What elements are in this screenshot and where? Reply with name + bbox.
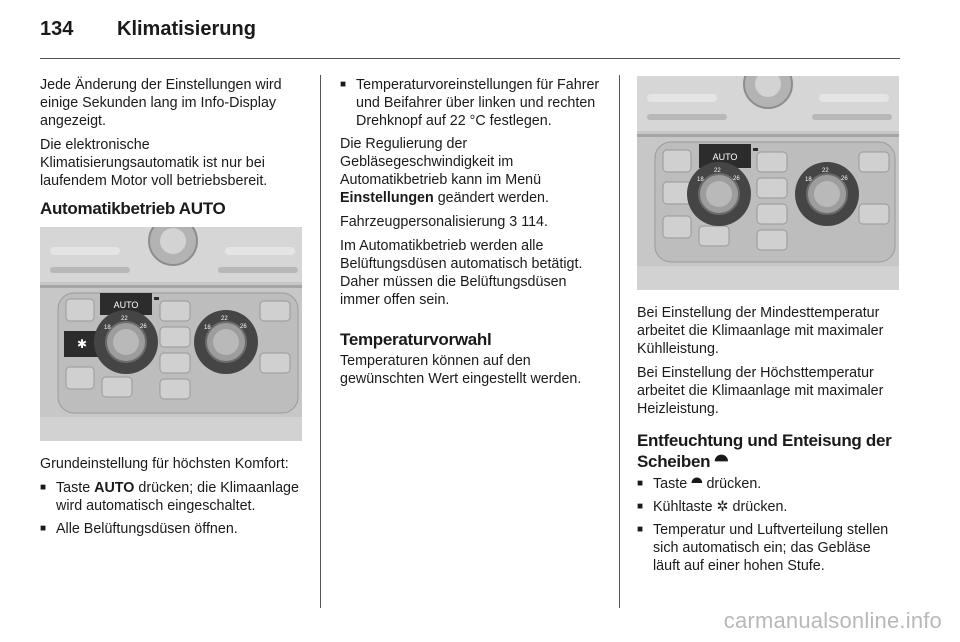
windshield-defrost-icon: ⯊ — [691, 476, 703, 492]
figure-climate-panel-auto — [40, 227, 302, 441]
climate-panel-illustration — [40, 227, 302, 441]
temperature-knob-right — [194, 310, 258, 374]
svg-text:22: 22 — [714, 168, 721, 174]
bullet-item: ■ Temperaturvoreinstellungen für Fahrer und Beifahrer über linken und rechten Drehknopf auf 22 °C festlegen. — [340, 76, 602, 130]
auto-button-label: AUTO — [113, 300, 139, 310]
bullet-item: ■ Taste AUTO drücken; die Klimaanlage wird automatisch eingeschaltet. — [40, 479, 302, 515]
svg-text:18: 18 — [104, 325, 111, 331]
paragraph: Bei Einstellung der Mindesttemperatur arbeitet die Klimaanlage mit maximaler Kühlleistung. — [637, 305, 884, 357]
paragraph: Bei Einstellung der Höchsttemperatur arbeitet die Klimaanlage mit maximaler Heizleistung. — [637, 365, 884, 417]
paragraph-cross-reference: Fahrzeugpersonalisierung 3 114. — [340, 214, 548, 230]
column-divider-2 — [619, 75, 620, 608]
page-header — [40, 18, 900, 48]
chapter-title: Klimatisierung — [117, 18, 256, 40]
section-heading-auto: Automatikbetrieb AUTO — [40, 199, 226, 218]
menu-label-einstellungen: Einstellungen — [340, 190, 434, 206]
paragraph: Im Automatikbetrieb werden alle Belüftungsdüsen automatisch betätigt. Daher müssen die Belüftungsdüsen immer offen sein. — [340, 238, 583, 308]
paragraph: Temperaturen können auf den gewünschten Wert eingestellt werden. — [340, 353, 582, 387]
section-heading-temperaturvorwahl: Temperaturvorwahl — [340, 330, 492, 349]
column-right — [637, 76, 899, 580]
paragraph: Die elektronische Klimatisierungsautomatik ist nur bei laufendem Motor voll betriebsbereit. — [40, 137, 268, 189]
bullet-item: ■ Alle Belüftungsdüsen öffnen. — [40, 520, 302, 538]
figure-climate-panel-temperature — [637, 76, 899, 290]
svg-text:✱: ✱ — [76, 337, 88, 351]
svg-text:22: 22 — [822, 168, 829, 174]
paragraph: Grundeinstellung für höchsten Komfort: — [40, 456, 289, 472]
watermark: carmanualsonline.info — [723, 608, 942, 633]
climate-panel-illustration — [637, 76, 899, 290]
section-heading-entfeuchtung: Entfeuchtung und Enteisung der Scheiben ⯊ — [637, 431, 892, 472]
auto-button-label: AUTO — [712, 152, 738, 162]
temperature-knob-left — [687, 162, 751, 226]
snowflake-icon: ✲ — [716, 499, 729, 515]
temperature-knob-right — [795, 162, 859, 226]
column-divider-1 — [320, 75, 321, 608]
svg-text:22: 22 — [121, 316, 128, 322]
bullet-item: ■ Kühltaste ✲ drücken. — [637, 498, 899, 516]
column-left — [40, 76, 302, 543]
windshield-defrost-icon: ⯊ — [714, 452, 728, 472]
svg-text:18: 18 — [697, 177, 704, 183]
svg-text:26: 26 — [733, 176, 740, 182]
svg-text:18: 18 — [204, 325, 211, 331]
bullet-item: ■ Temperatur und Luftverteilung stellen sich automatisch ein; das Gebläse läuft auf einer hohen Stufe. — [637, 521, 899, 575]
temperature-knob-left — [94, 310, 158, 374]
header-divider — [40, 58, 900, 59]
svg-text:18: 18 — [805, 177, 812, 183]
paragraph: Jede Änderung der Einstellungen wird einige Sekunden lang im Info-Display angezeigt. — [40, 77, 282, 129]
key-label-auto: AUTO — [94, 480, 135, 496]
svg-text:26: 26 — [140, 324, 147, 330]
svg-text:22: 22 — [221, 316, 228, 322]
svg-text:26: 26 — [240, 324, 247, 330]
page-number: 134 — [40, 18, 74, 40]
column-middle — [340, 76, 602, 394]
svg-text:26: 26 — [841, 176, 848, 182]
page-ref-arrow-icon: 3 — [509, 214, 518, 230]
paragraph: Die Regulierung der Gebläsegeschwindigkeit im Automatikbetrieb kann im Menü Einstellungen geändert werden. — [340, 136, 549, 206]
bullet-item: ■ Taste ⯊ drücken. — [637, 475, 899, 493]
